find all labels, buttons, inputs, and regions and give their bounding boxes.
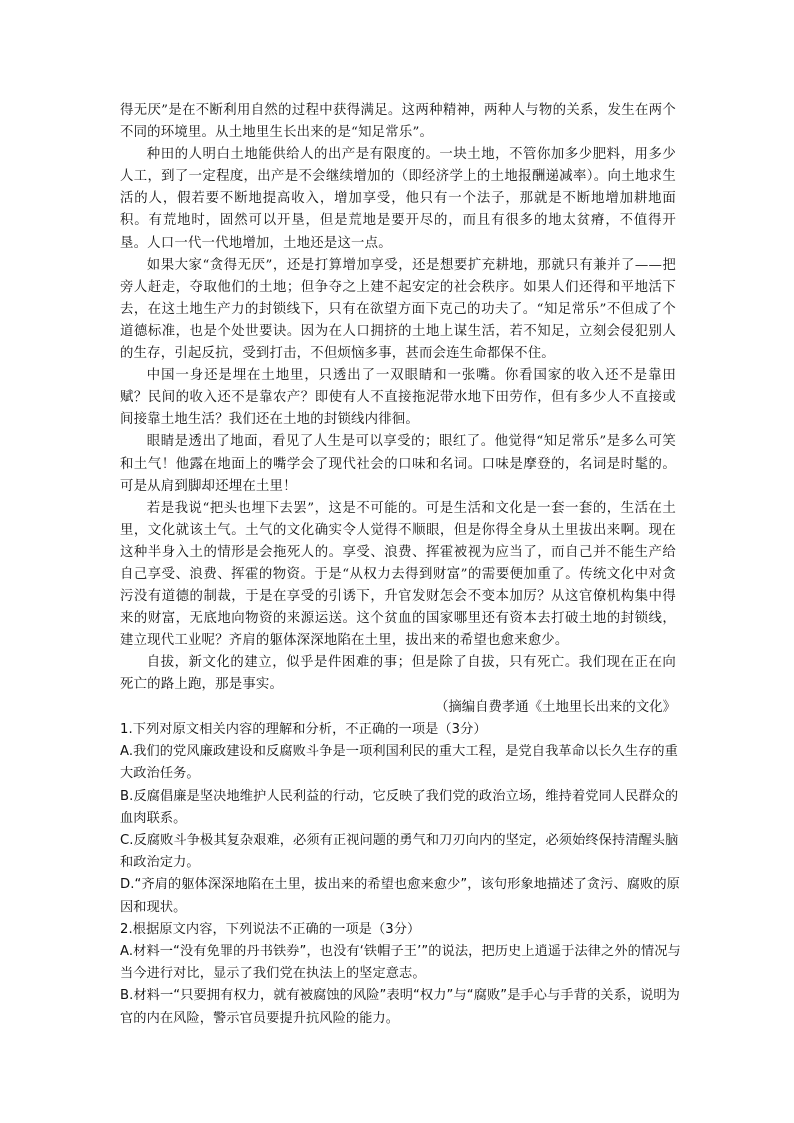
question-2 [120,919,682,1030]
passage-paragraph: 若是我说“把头也埋下去罢”，这是不可能的。可是生活和文化是一套一套的，生活在土里，文化就该土气。土气的文化确实令人觉得不顺眼，但是你得全身从土里拔出来啊。现在这种半身入土的情形是会拖死人的。享受、浪费、挥霍被视为应当了，而自己并不能生产给自己享受、浪费、挥霍的物资。于是“从权力去得到财富”的需要便加重了。传统文化中对贪污没有道德的制裁，于是在享受的引诱下，升官发财怎会不变本加厉？从这官僚机构集中得来的财富，无底地向物资的来源运送。这个贫血的国家哪里还有资本去打破土地的封锁线，建立现代工业呢？齐肩的躯体深深地陷在土里，拔出来的希望也愈来愈少。 [120,500,676,649]
question-1 [120,719,682,919]
passage-paragraph: 自拔，新文化的建立，似乎是件困难的事；但是除了自拔，只有死亡。我们现在正在向死亡的路上跑，那是事实。 [120,655,676,693]
answer-option-a: A.材料一“没有免罪的丹书铁券”，也没有‘铁帽子王’”的说法，把历史上逍遥于法律之外的情况与当今进行对比，显示了我们党在执法上的坚定意志。 [120,944,681,982]
answer-option-d: D.“齐肩的躯体深深地陷在土里，拔出来的希望也愈来愈少”，该句形象地描述了贪污、腐败的原因和现状。 [120,877,680,915]
answer-option-c: C.反腐败斗争极其复杂艰难，必须有正视问题的勇气和刀刃向内的坚定，必须始终保持清醒头脑和政治定力。 [120,833,679,871]
question-stem: 1.下列对原文相关内容的理解和分析，不正确的一项是（3分） [120,722,487,737]
question-section [120,719,682,1030]
passage-paragraph: 中国一身还是埋在土地里，只透出了一双眼睛和一张嘴。你看国家的收入还不是靠田赋？民间的收入还不是靠农产？即使有人不直接拖泥带水地下田劳作，但有多少人不直接或间接靠土地生活？我们还在土地的封锁线内徘徊。 [120,368,676,428]
passage-paragraph: 眼睛是透出了地面，看见了人生是可以享受的；眼红了。他觉得“知足常乐”是多么可笑和土气！他露在地面上的嘴学会了现代社会的口味和名词。口味是摩登的，名词是时髦的。可是从肩到脚却还埋在土里！ [120,434,676,494]
answer-option-b: B.材料一“只要拥有权力，就有被腐蚀的风险”表明“权力”与“腐败”是手心与手背的关系，说明为官的内在风险，警示官员要提升抗风险的能力。 [120,988,680,1026]
passage-paragraph: 种田的人明白土地能供给人的出产是有限度的。一块土地，不管你加多少肥料，用多少人工，到了一定程度，出产是不会继续增加的（即经济学上的土地报酬递减率）。向土地求生活的人，假若要不断地提高收入，增加享受，他只有一个法子，那就是不断地增加耕地面积。有荒地时，固然可以开垦，但是荒地是要开尽的，而且有很多的地太贫瘠，不值得开垦。人口一代一代地增加，土地还是这一点。 [120,147,676,251]
passage-paragraph: 得无厌”是在不断利用自然的过程中获得满足。这两种精神，两种人与物的关系，发生在两个不同的环境里。从土地里生长出来的是“知足常乐”。 [120,103,676,141]
answer-option-b: B.反腐倡廉是坚决地维护人民利益的行动，它反映了我们党的政治立场，维持着党同人民群众的血肉联系。 [120,788,679,826]
reading-passage [120,100,676,697]
passage-paragraph: 如果大家“贪得无厌”，还是打算增加享受，还是想要扩充耕地，那就只有兼并了——把旁人赶走，夺取他们的土地；但争夺之上建不起安定的社会秩序。如果人们还得和平地活下去，在这土地生产力的封锁线下，只有在欲望方面下克己的功夫了。“知足常乐”不但成了个道德标准，也是个处世要诀。因为在人口拥挤的土地上谋生活，若不知足，立刻会侵犯别人的生存，引起反抗，受到打击，不但烦恼多事，甚而会连生命都保不住。 [120,257,676,362]
answer-option-a: A.我们的党风廉政建设和反腐败斗争是一项利国利民的重大工程，是党自我革命以长久生存的重大政治任务。 [120,744,678,782]
passage-source: （摘编自费孝通《土地里长出来的文化》 [434,700,676,715]
question-stem: 2.根据原文内容，下列说法不正确的一项是（3分） [120,921,421,937]
